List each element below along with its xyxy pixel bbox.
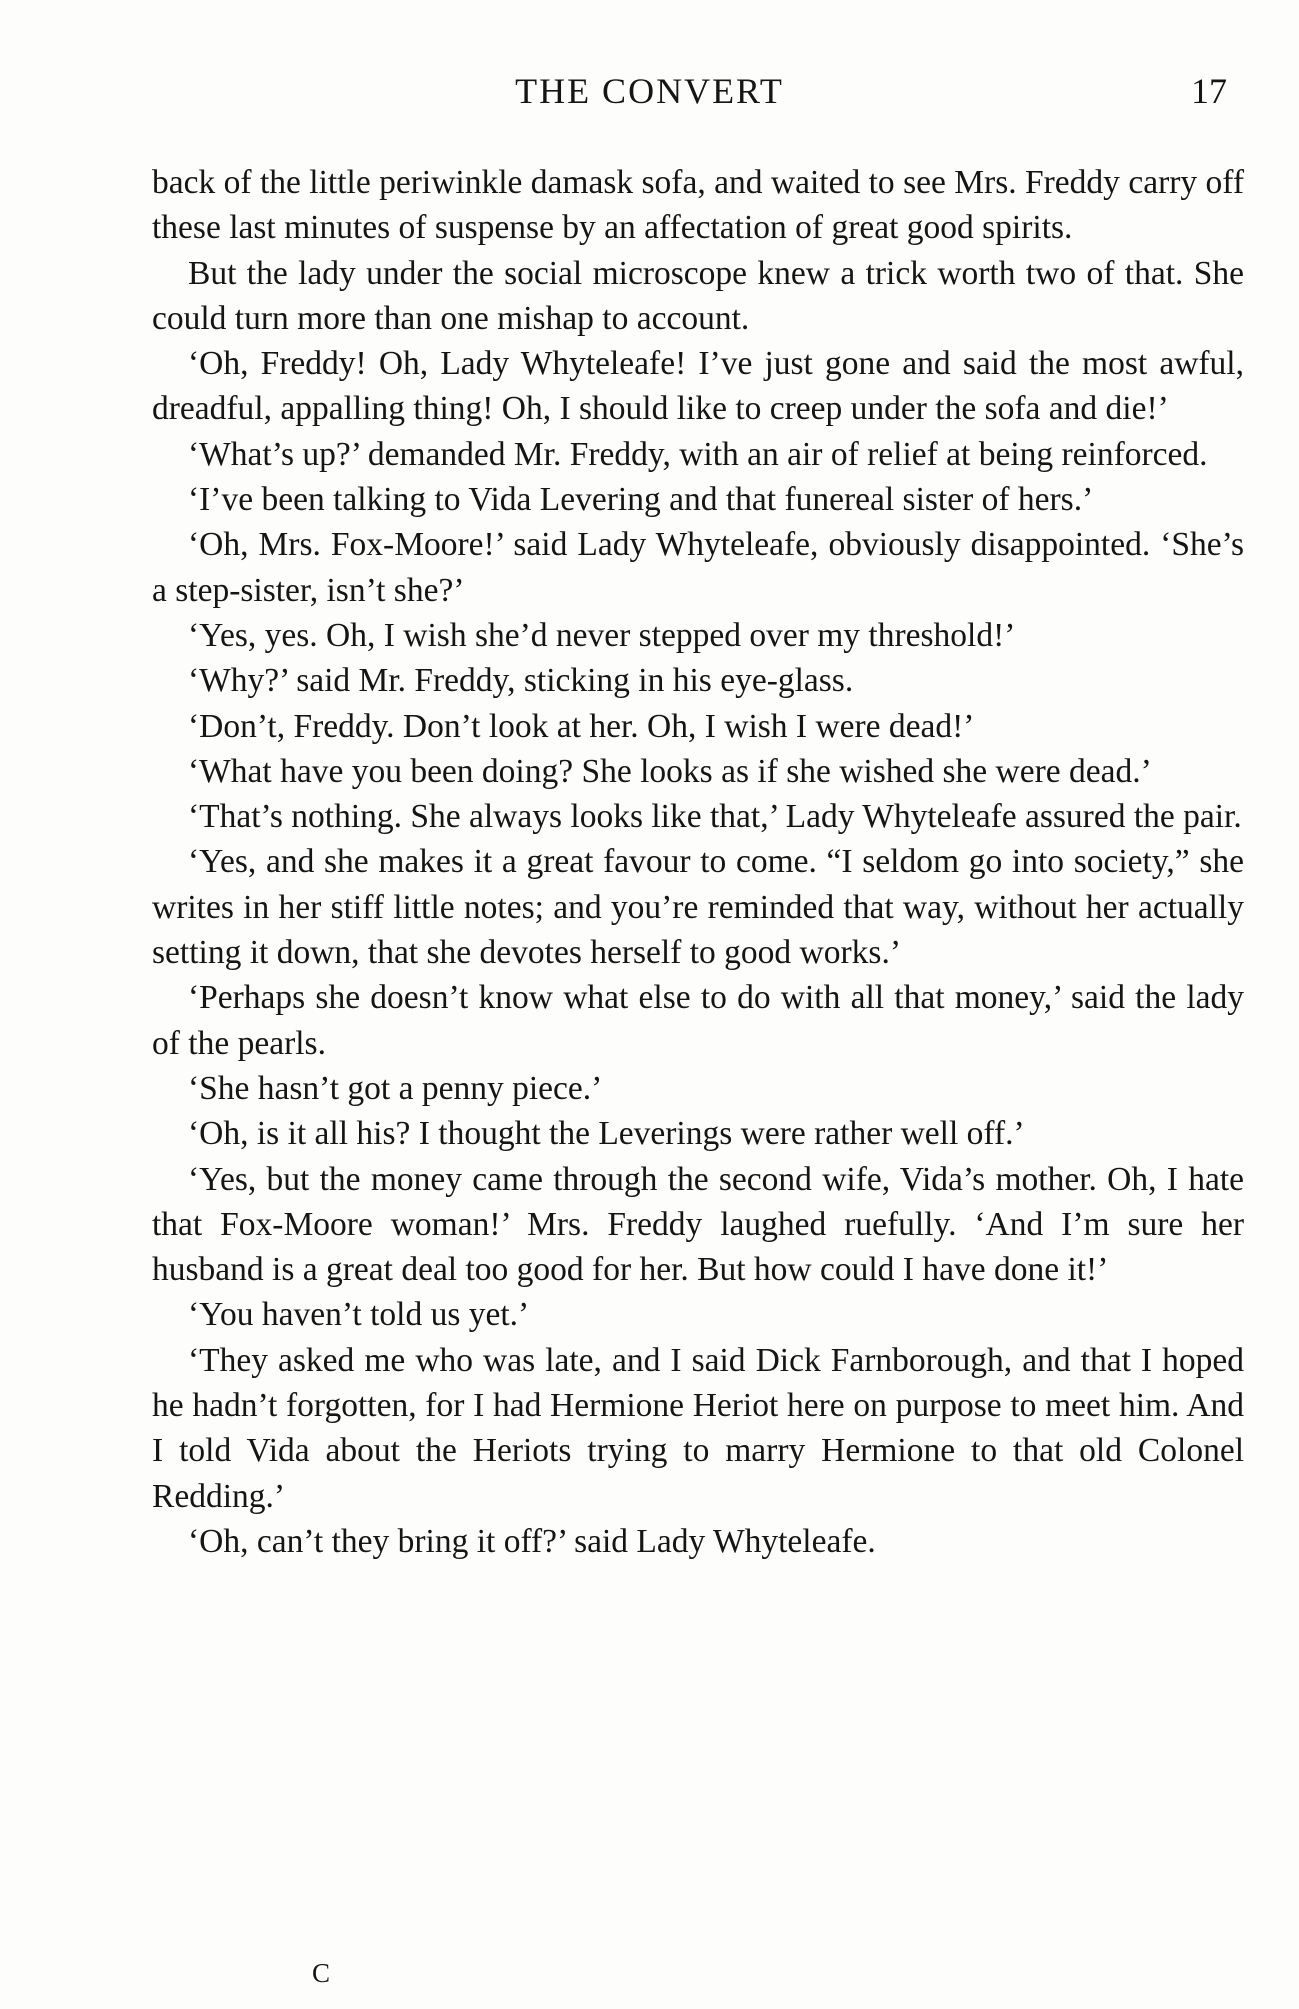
paragraph: But the lady under the social microscope knew a trick worth two of that. She could turn more than one mishap to account.	[152, 254, 1244, 337]
paragraph: ‘She hasn’t got a penny piece.’	[188, 1069, 603, 1107]
paragraph: ‘Perhaps she doesn’t know what else to do with all that money,’ said the lady of the pearls.	[152, 979, 1244, 1062]
running-head	[0, 62, 1299, 112]
paragraph: ‘What have you been doing? She looks as if she wished she were dead.’	[188, 752, 1152, 790]
paragraph: ‘Oh, Mrs. Fox-Moore!’ said Lady Whyteleafe, obviously disappointed. ‘She’s a step-sister, isn’t she?’	[152, 526, 1244, 609]
paragraph: back of the little periwinkle damask sofa, and waited to see Mrs. Freddy carry off these last minutes of suspense by an affectation of great good spirits.	[152, 164, 1244, 247]
paragraph: ‘Yes, but the money came through the second wife, Vida’s mother. Oh, I hate that Fox-Moore woman!’ Mrs. Freddy laughed ruefully. ‘And I’m sure her husband is a great deal too good for her. But how could I have done it!’	[152, 1160, 1244, 1289]
paragraph: ‘Oh, is it all his? I thought the Leverings were rather well off.’	[188, 1115, 1025, 1153]
paragraph: ‘Don’t, Freddy. Don’t look at her. Oh, I wish I were dead!’	[188, 707, 975, 745]
paragraph: ‘Yes, and she makes it a great favour to come. “I seldom go into society,” she writes in her stiff little notes; and you’re reminded that way, without her actually setting it down, that she devotes herself to good works.’	[152, 843, 1244, 972]
paragraph: ‘They asked me who was late, and I said Dick Farnborough, and that I hoped he hadn’t forgotten, for I had Hermione Heriot here on purpose to meet him. And I told Vida about the Heriots trying to marry Hermione to that old Colonel Redding.’	[152, 1341, 1244, 1515]
paragraph: ‘Yes, yes. Oh, I wish she’d never stepped over my threshold!’	[188, 616, 1016, 654]
body-text	[152, 160, 1244, 1564]
page-number: 17	[1191, 71, 1227, 111]
paragraph: ‘Oh, can’t they bring it off?’ said Lady Whyteleafe.	[188, 1522, 876, 1560]
paragraph: ‘I’ve been talking to Vida Levering and that funereal sister of hers.’	[188, 481, 1094, 519]
signature-mark: C	[312, 1958, 331, 1988]
paragraph: ‘That’s nothing. She always looks like that,’ Lady Whyteleafe assured the pair.	[188, 798, 1242, 836]
paragraph: ‘You haven’t told us yet.’	[188, 1296, 530, 1334]
paragraph: ‘What’s up?’ demanded Mr. Freddy, with an air of relief at being reinforced.	[188, 435, 1208, 473]
paragraph: ‘Oh, Freddy! Oh, Lady Whyteleafe! I’ve just gone and said the most awful, dreadful, appalling thing! Oh, I should like to creep under the sofa and die!’	[152, 345, 1244, 428]
running-title: THE CONVERT	[515, 71, 784, 111]
paragraph: ‘Why?’ said Mr. Freddy, sticking in his eye-glass.	[188, 662, 854, 700]
